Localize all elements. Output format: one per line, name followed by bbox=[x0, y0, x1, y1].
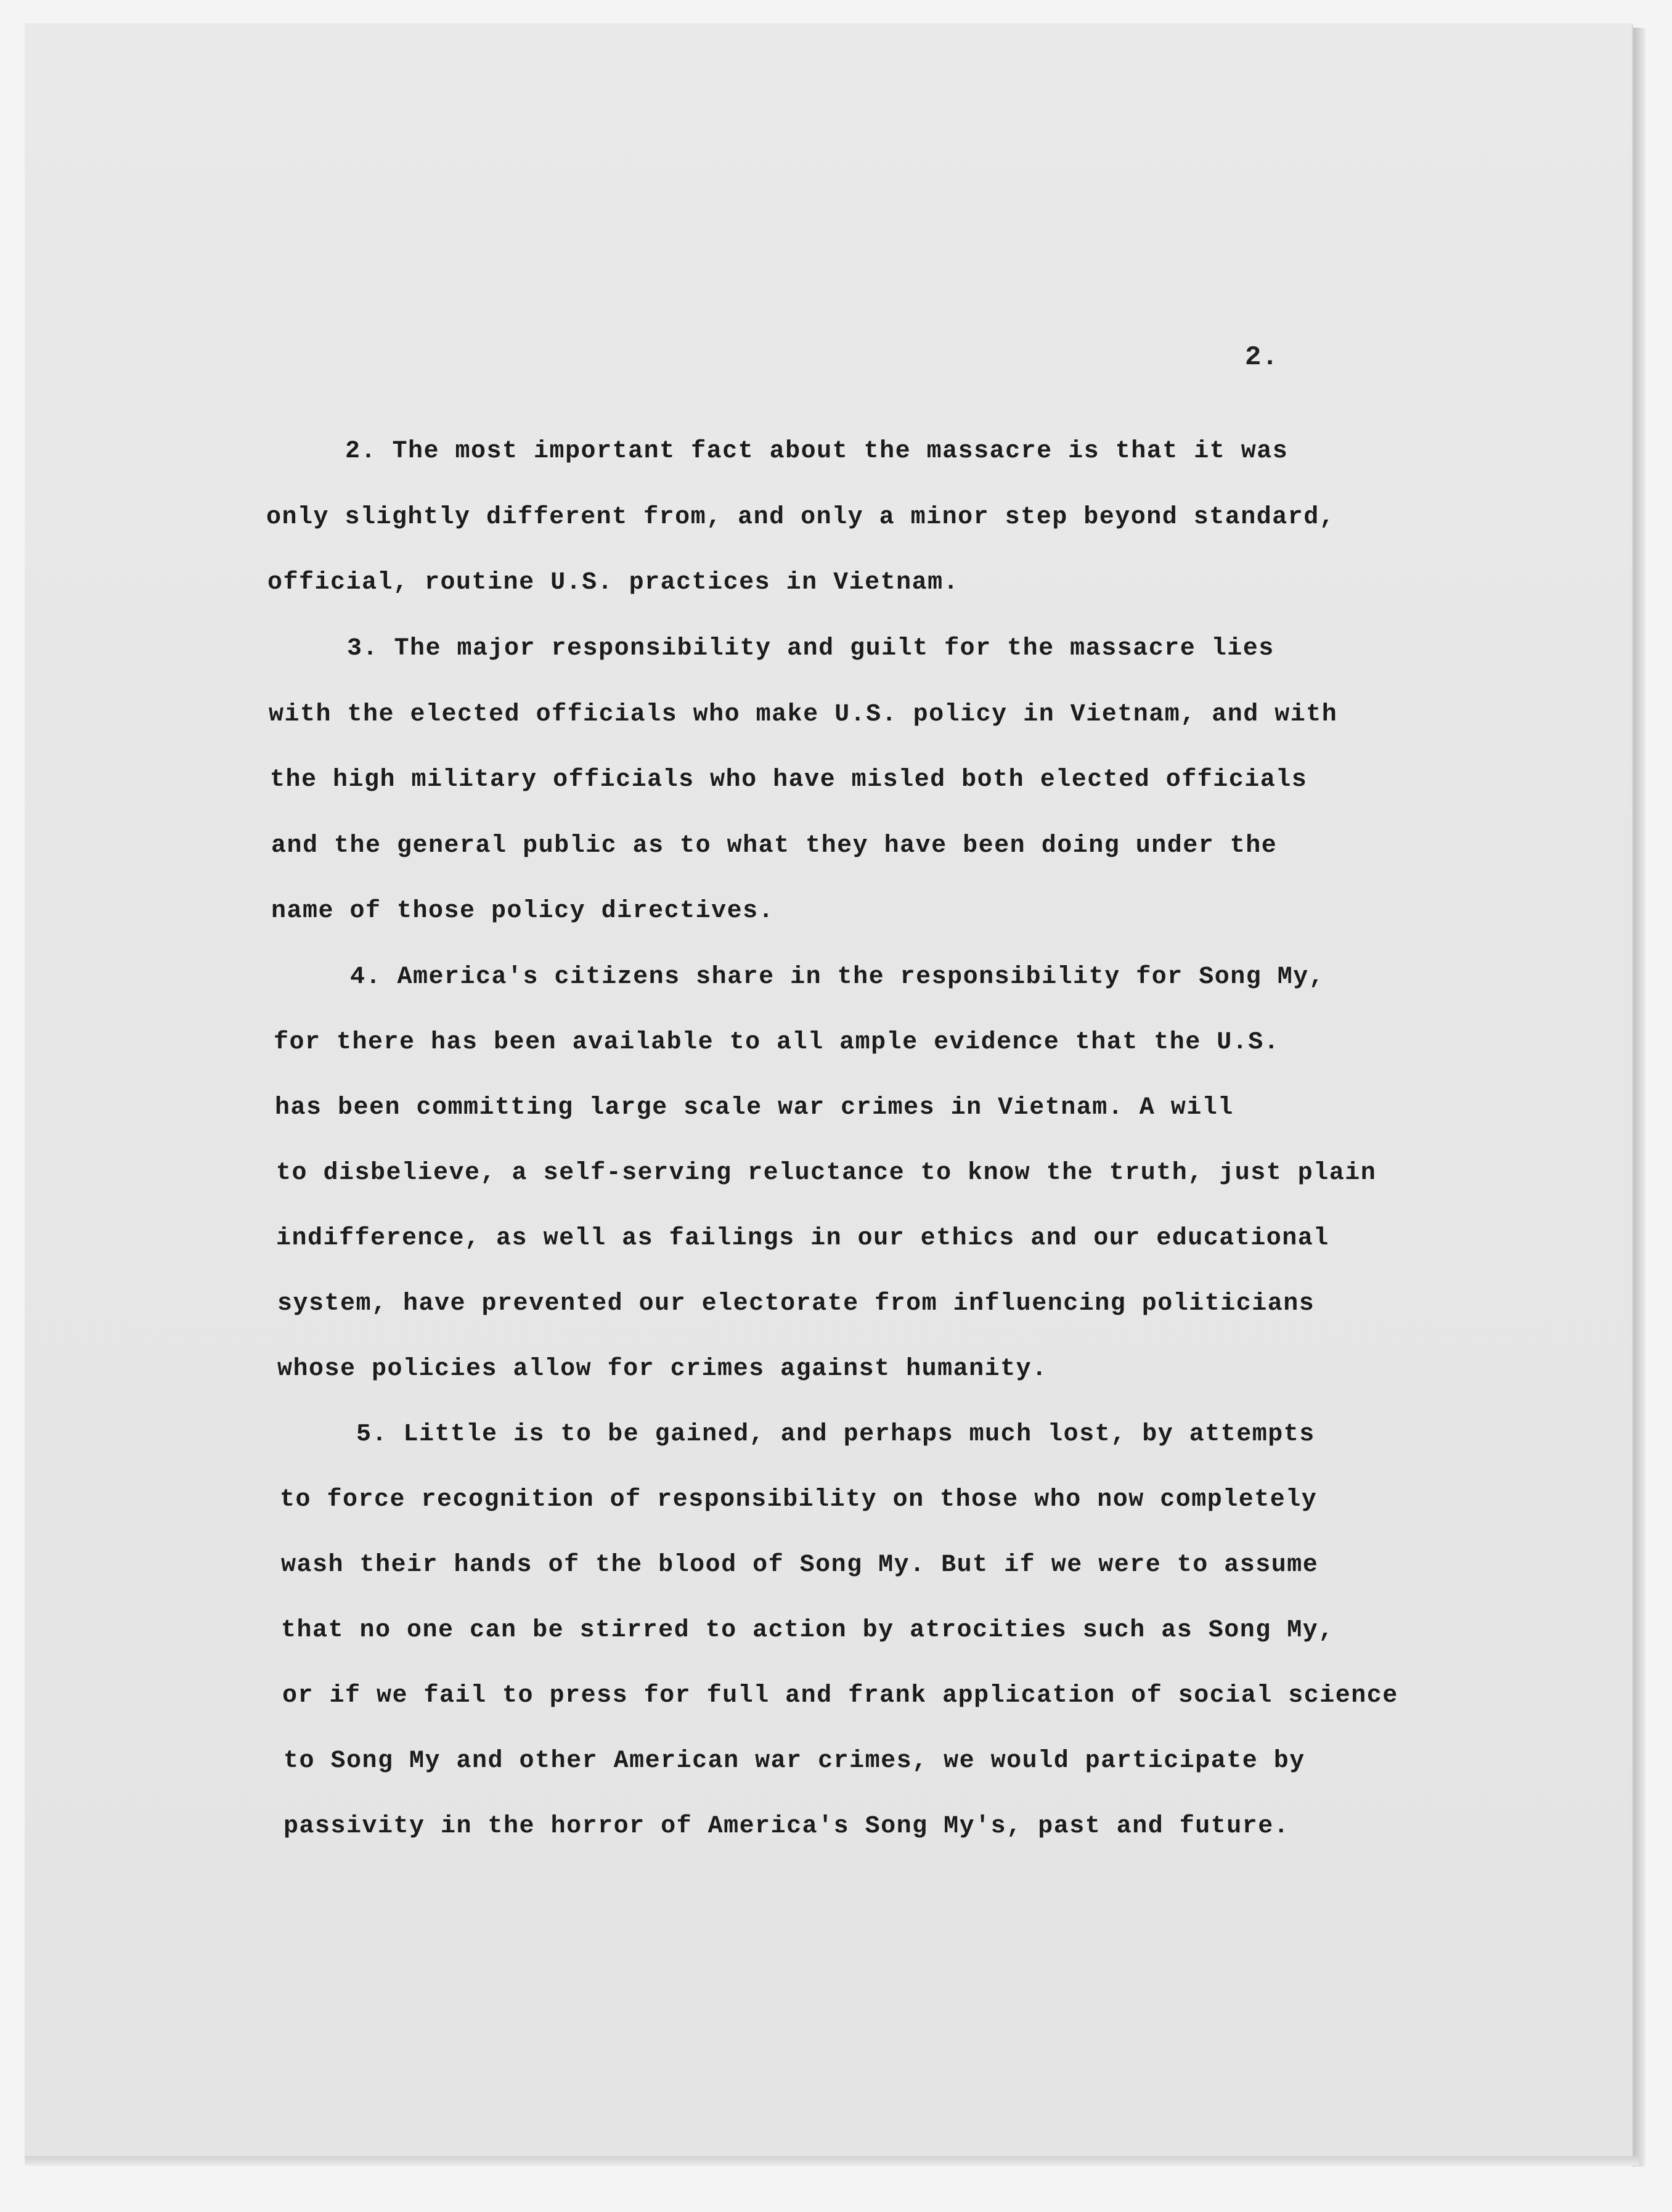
paragraph-4-line-1: 4. America's citizens share in the responsibility for Song My, bbox=[350, 963, 1325, 991]
paragraph-4-line-4: to disbelieve, a self-serving reluctance to know the truth, just plain bbox=[276, 1159, 1377, 1187]
paragraph-4-line-3: has been committing large scale war crimes in Vietnam. A will bbox=[275, 1094, 1234, 1122]
paragraph-5-line-2: to force recognition of responsibility on those who now completely bbox=[280, 1486, 1318, 1514]
paragraph-2-line-3: official, routine U.S. practices in Vietnam. bbox=[267, 569, 960, 597]
paragraph-5-line-6: to Song My and other American war crimes, we would participate by bbox=[283, 1747, 1305, 1775]
paragraph-3-line-5: name of those policy directives. bbox=[271, 897, 775, 925]
paragraph-2-line-2: only slightly different from, and only a minor step beyond standard, bbox=[266, 504, 1336, 531]
paragraph-5-line-3: wash their hands of the blood of Song My. But if we were to assume bbox=[281, 1551, 1319, 1579]
paragraph-3-line-4: and the general public as to what they have been doing under the bbox=[271, 832, 1278, 860]
paragraph-3-line-1: 3. The major responsibility and guilt for the massacre lies bbox=[347, 635, 1274, 663]
paragraph-4-line-6: system, have prevented our electorate from influencing politicians bbox=[277, 1290, 1315, 1318]
paragraph-5-line-4: that no one can be stirred to action by atrocities such as Song My, bbox=[281, 1617, 1334, 1644]
paper-edge-right bbox=[1632, 28, 1645, 2166]
paragraph-3-line-3: the high military officials who have misled both elected officials bbox=[270, 766, 1308, 794]
paragraph-4-line-5: indifference, as well as failings in our ethics and our educational bbox=[276, 1225, 1329, 1252]
paragraph-5-line-7: passivity in the horror of America's Song My's, past and future. bbox=[283, 1813, 1290, 1840]
paragraph-2-line-1: 2. The most important fact about the massacre is that it was bbox=[345, 438, 1289, 465]
paragraph-5-line-5: or if we fail to press for full and frank application of social science bbox=[282, 1682, 1398, 1710]
paragraph-5-line-1: 5. Little is to be gained, and perhaps much lost, by attempts bbox=[356, 1421, 1315, 1448]
paper-edge-bottom bbox=[25, 2156, 1639, 2166]
paragraph-4-line-7: whose policies allow for crimes against humanity. bbox=[277, 1355, 1048, 1383]
paragraph-3-line-2: with the elected officials who make U.S. policy in Vietnam, and with bbox=[269, 701, 1338, 728]
paragraph-4-line-2: for there has been available to all ample evidence that the U.S. bbox=[274, 1029, 1280, 1056]
page-number: 2. bbox=[1245, 342, 1279, 373]
